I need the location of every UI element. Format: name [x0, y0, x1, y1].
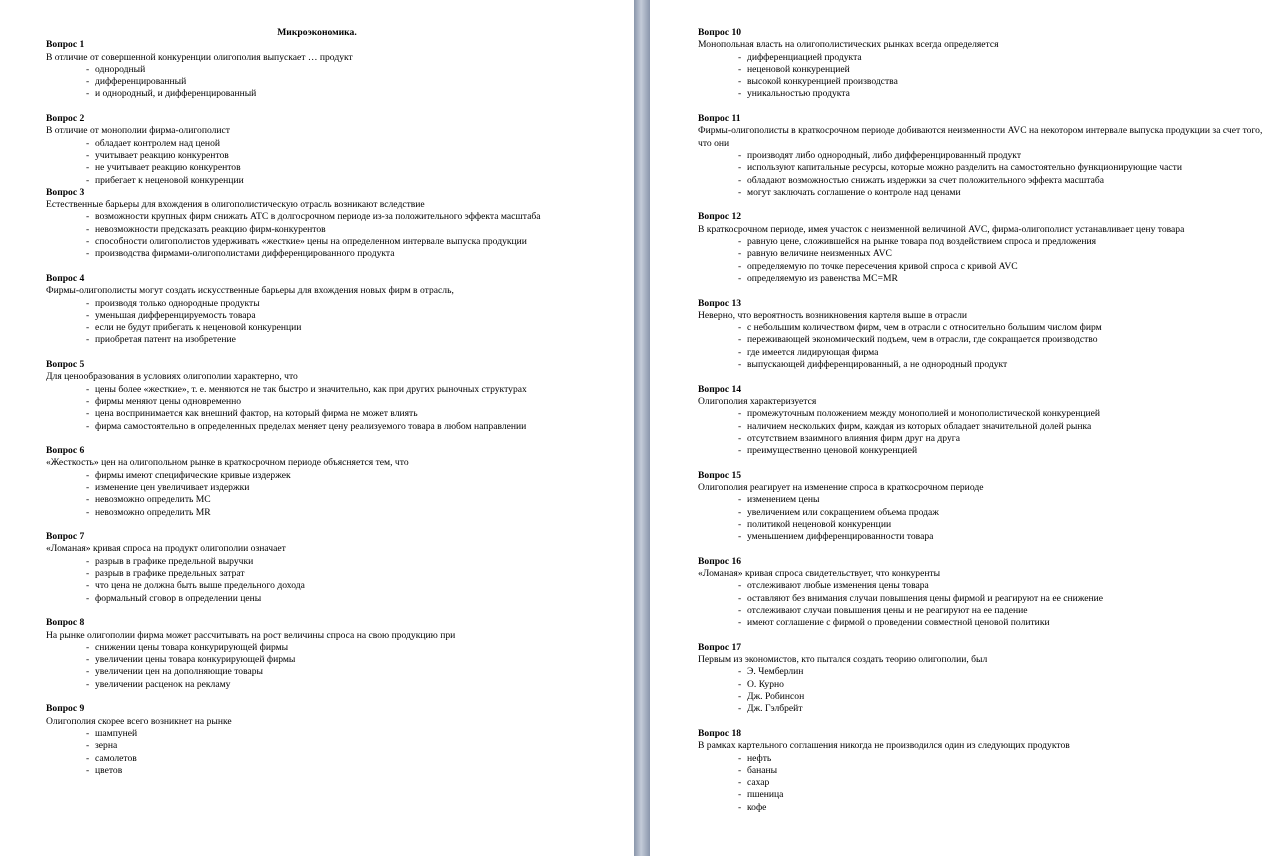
answer-option: - учитывает реакцию конкурентов: [86, 150, 626, 162]
question-text: Естественные барьеры для вхождения в олигополистическую отрасль возникают вследствие: [46, 199, 425, 211]
answer-option: - снижении цены товара конкурирующей фирмы: [86, 642, 626, 654]
answer-option: - разрыв в графике предельной выручки: [86, 556, 626, 568]
question-block: [46, 617, 626, 691]
question-title: Вопрос 6: [46, 445, 85, 457]
answer-option: - самолетов: [86, 753, 626, 765]
paragraph-spacer: [46, 519, 626, 531]
answer-options: [698, 236, 1278, 285]
answer-option: - политикой неценовой конкуренции: [738, 519, 1278, 531]
answer-option: - изменение цен увеличивает издержки: [86, 482, 626, 494]
question-text: В рамках картельного соглашения никогда не производился один из следующих продуктов: [698, 740, 1070, 752]
answer-option: - разрыв в графике предельных затрат: [86, 568, 626, 580]
paragraph-spacer: [46, 691, 626, 703]
answer-option: - увеличении цен на дополняющие товары: [86, 666, 626, 678]
answer-option: - неценовой конкуренцией: [738, 64, 1278, 76]
answer-option: - уникальностью продукта: [738, 88, 1278, 100]
question-title: Вопрос 18: [698, 727, 742, 739]
question-title: Вопрос 10: [698, 27, 742, 38]
answer-options: [698, 408, 1278, 457]
paragraph-spacer: [46, 101, 626, 113]
answer-option: - шампуней: [86, 728, 626, 740]
answer-options: [698, 322, 1278, 371]
answer-option: - увеличении расценок на рекламу: [86, 679, 626, 691]
page-left-content: [46, 27, 626, 777]
question-text: В отличие от монополии фирма-олигополист: [46, 125, 230, 137]
answer-option: - уменьшением дифференцированности товара: [738, 531, 1278, 543]
answer-option: - однородный: [86, 64, 626, 76]
question-title: Вопрос 2: [46, 113, 85, 125]
answer-option: - выпускающей дифференцированный, а не однородный продукт: [738, 359, 1278, 371]
question-text: В краткосрочном периоде, имея участок с неизменной величиной AVC, фирма-олигополист устанавливает цену товара: [698, 223, 1185, 235]
answer-option: - отсутствием взаимного влияния фирм друг на друга: [738, 433, 1278, 445]
question-block: [46, 273, 626, 347]
question-title: Вопрос 5: [46, 359, 85, 371]
answer-option: - цены более «жесткие», т. е. меняются не так быстро и значительно, как при других рыночных структурах: [86, 384, 626, 396]
answer-option: - если не будут прибегать к неценовой конкуренции: [86, 322, 626, 334]
question-title: Вопрос 7: [46, 531, 85, 543]
document-page-right: [650, 0, 1285, 856]
question-text: «Жесткость» цен на олигопольном рынке в краткосрочном периоде объясняется тем, что: [46, 457, 409, 469]
answer-option: - прибегает к неценовой конкуренции: [86, 175, 626, 187]
answer-option: - обладают возможностью снижать издержки за счет положительного эффекта масштаба: [738, 175, 1278, 187]
paragraph-spacer: [698, 457, 1278, 469]
paragraph-spacer: [46, 433, 626, 445]
answer-option: - равную величине неизменных AVC: [738, 248, 1278, 260]
answer-option: - могут заключать соглашение о контроле над ценами: [738, 187, 1278, 199]
question-block: [698, 470, 1278, 544]
answer-option: - преимущественно ценовой конкуренцией: [738, 445, 1278, 457]
answer-options: [698, 580, 1278, 629]
paragraph-spacer: [698, 101, 1278, 113]
question-block: [46, 187, 626, 261]
answer-option: - дифференциацией продукта: [738, 52, 1278, 64]
question-block: [46, 445, 626, 519]
answer-option: - приобретая патент на изобретение: [86, 334, 626, 346]
question-title: Вопрос 17: [698, 641, 742, 653]
answer-option: - высокой конкуренцией производства: [738, 76, 1278, 88]
answer-option: - равную цене, сложившейся на рынке товара под воздействием спроса и предложения: [738, 236, 1278, 248]
question-title: Вопрос 15: [698, 469, 742, 481]
question-text: Для ценообразования в условиях олигополии характерно, что: [46, 371, 298, 383]
answer-option: - невозможности предсказать реакцию фирм-конкурентов: [86, 224, 626, 236]
question-title: Вопрос 9: [46, 703, 85, 715]
answer-option: - наличием нескольких фирм, каждая из которых обладает значительной долей рынка: [738, 421, 1278, 433]
page-gutter: [634, 0, 650, 856]
answer-option: - отслеживают любые изменения цены товара: [738, 580, 1278, 592]
answer-option: - пшеница: [738, 789, 1278, 801]
answer-option: - где имеется лидирующая фирма: [738, 347, 1278, 359]
question-block: [698, 211, 1278, 285]
question-title: Вопрос 14: [698, 383, 742, 395]
paragraph-spacer: [46, 605, 626, 617]
question-block: [46, 703, 626, 777]
question-text: Фирмы-олигополисты в краткосрочном периоде добиваются неизменности AVC на некотором интервале выпуска продукции за счет того, что они: [698, 125, 1263, 149]
answer-option: - определяемую по точке пересечения кривой спроса с кривой AVC: [738, 261, 1278, 273]
answer-option: - изменением цены: [738, 494, 1278, 506]
answer-option: - имеют соглашение с фирмой о проведении совместной ценовой политики: [738, 617, 1278, 629]
question-title: Вопрос 13: [698, 297, 742, 309]
paragraph-spacer: [46, 261, 626, 273]
paragraph-spacer: [46, 347, 626, 359]
question-block: [46, 359, 626, 433]
answer-option: - увеличением или сокращением объема продаж: [738, 507, 1278, 519]
answer-option: - производства фирмами-олигополистами дифференцированного продукта: [86, 248, 626, 260]
document-title: Микроэкономика.: [277, 27, 357, 38]
answer-option: - Дж. Робинсон: [738, 691, 1278, 703]
answer-option: - фирмы меняют цены одновременно: [86, 396, 626, 408]
answer-options: [46, 138, 626, 187]
answer-option: - цена воспринимается как внешний фактор, на который фирма не может влиять: [86, 408, 626, 420]
answer-options: [46, 298, 626, 347]
question-title: Вопрос 12: [698, 211, 742, 223]
paragraph-spacer: [698, 716, 1278, 728]
question-block: [698, 384, 1278, 458]
question-title: Вопрос 4: [46, 272, 85, 284]
answer-option: - используют капитальные ресурсы, которые можно разделить на самостоятельно функционирующие части: [738, 162, 1278, 174]
question-text: Олигополия скорее всего возникнет на рынке: [46, 715, 232, 727]
answer-options: [46, 211, 626, 260]
answer-options: [46, 470, 626, 519]
answer-option: - определяемую из равенства МС=MR: [738, 273, 1278, 285]
answer-option: - цветов: [86, 765, 626, 777]
answer-option: - невозможно определить МС: [86, 494, 626, 506]
answer-option: - увеличении цены товара конкурирующей фирмы: [86, 654, 626, 666]
answer-options: [46, 642, 626, 691]
question-text: Олигополия реагирует на изменение спроса в краткосрочном периоде: [698, 481, 984, 493]
paragraph-spacer: [698, 543, 1278, 555]
document-page-left: [0, 0, 634, 856]
answer-option: - производя только однородные продукты: [86, 298, 626, 310]
answer-option: - не учитывает реакцию конкурентов: [86, 162, 626, 174]
answer-option: - Дж. Гэлбрейт: [738, 703, 1278, 715]
question-title: Вопрос 8: [46, 617, 85, 629]
answer-option: - Э. Чемберлин: [738, 666, 1278, 678]
answer-option: - что цена не должна быть выше предельного дохода: [86, 580, 626, 592]
answer-option: - производят либо однородный, либо дифференцированный продукт: [738, 150, 1278, 162]
page-right-content: [698, 27, 1278, 814]
answer-option: - фирмы имеют специфические кривые издержек: [86, 470, 626, 482]
paragraph-spacer: [698, 630, 1278, 642]
question-block: [46, 39, 626, 100]
question-block: [698, 113, 1278, 199]
question-text: На рынке олигополии фирма может рассчитывать на рост величины спроса на свою продукцию при: [46, 629, 456, 641]
answer-option: - оставляют без внимания случаи повышения цены фирмой и реагируют на ее снижение: [738, 593, 1278, 605]
answer-option: - и однородный, и дифференцированный: [86, 88, 626, 100]
question-text: Олигополия характеризуется: [698, 395, 817, 407]
question-title: Вопрос 16: [698, 555, 742, 567]
answer-option: - невозможно определить MR: [86, 507, 626, 519]
answer-option: - формальный сговор в определении цены: [86, 593, 626, 605]
question-block: [698, 556, 1278, 630]
answer-options: [698, 52, 1278, 101]
question-text: Первым из экономистов, кто пытался создать теорию олигополии, был: [698, 654, 988, 666]
answer-option: - с небольшим количеством фирм, чем в отрасли с относительно большим числом фирм: [738, 322, 1278, 334]
answer-options: [698, 150, 1278, 199]
answer-options: [698, 666, 1278, 715]
question-block: [698, 642, 1278, 716]
answer-options: [698, 753, 1278, 814]
answer-option: - бананы: [738, 765, 1278, 777]
question-text: В отличие от совершенной конкуренции олигополия выпускает … продукт: [46, 51, 353, 63]
answer-option: - дифференцированный: [86, 76, 626, 88]
answer-option: - кофе: [738, 802, 1278, 814]
question-title: Вопрос 1: [46, 39, 85, 51]
answer-options: [46, 64, 626, 101]
question-title: Вопрос 11: [698, 113, 741, 125]
question-text: «Ломаная» кривая спроса свидетельствует, что конкуренты: [698, 568, 941, 580]
paragraph-spacer: [698, 285, 1278, 297]
question-block: [46, 531, 626, 605]
answer-option: - зерна: [86, 740, 626, 752]
answer-option: - обладает контролем над ценой: [86, 138, 626, 150]
question-block: [698, 728, 1278, 814]
answer-option: - уменьшая дифференцируемость товара: [86, 310, 626, 322]
answer-options: [698, 494, 1278, 543]
answer-option: - нефть: [738, 753, 1278, 765]
answer-option: - способности олигополистов удерживать «жесткие» цены на определенном интервале выпуска продукции: [86, 236, 626, 248]
paragraph-spacer: [698, 199, 1278, 211]
answer-options: [46, 556, 626, 605]
question-title: Вопрос 3: [46, 186, 85, 198]
question-block: [46, 113, 626, 187]
answer-options: [46, 728, 626, 777]
question-text: Монопольная власть на олигополистических рынках всегда определяется: [698, 39, 999, 51]
paragraph-spacer: [698, 371, 1278, 383]
question-block: [698, 27, 1278, 101]
answer-option: - фирма самостоятельно в определенных пределах меняет цену реализуемого товара в любом направлении: [86, 421, 626, 433]
question-text: Фирмы-олигополисты могут создать искусственные барьеры для вхождения новых фирм в отрасль,: [46, 285, 454, 297]
question-block: [698, 298, 1278, 372]
answer-option: - сахар: [738, 777, 1278, 789]
answer-option: - О. Курно: [738, 679, 1278, 691]
answer-option: - переживающей экономический подъем, чем в отрасли, где сокращается производство: [738, 334, 1278, 346]
question-text: Неверно, что вероятность возникновения картеля выше в отрасли: [698, 309, 968, 321]
answer-options: [46, 384, 626, 433]
answer-option: - промежуточным положением между монополией и монополистической конкуренцией: [738, 408, 1278, 420]
answer-option: - возможности крупных фирм снижать АТС в долгосрочном периоде из-за положительного эффекта масштаба: [86, 211, 626, 223]
answer-option: - отслеживают случаи повышения цены и не реагируют на ее падение: [738, 605, 1278, 617]
question-text: «Ломаная» кривая спроса на продукт олигополии означает: [46, 543, 286, 555]
